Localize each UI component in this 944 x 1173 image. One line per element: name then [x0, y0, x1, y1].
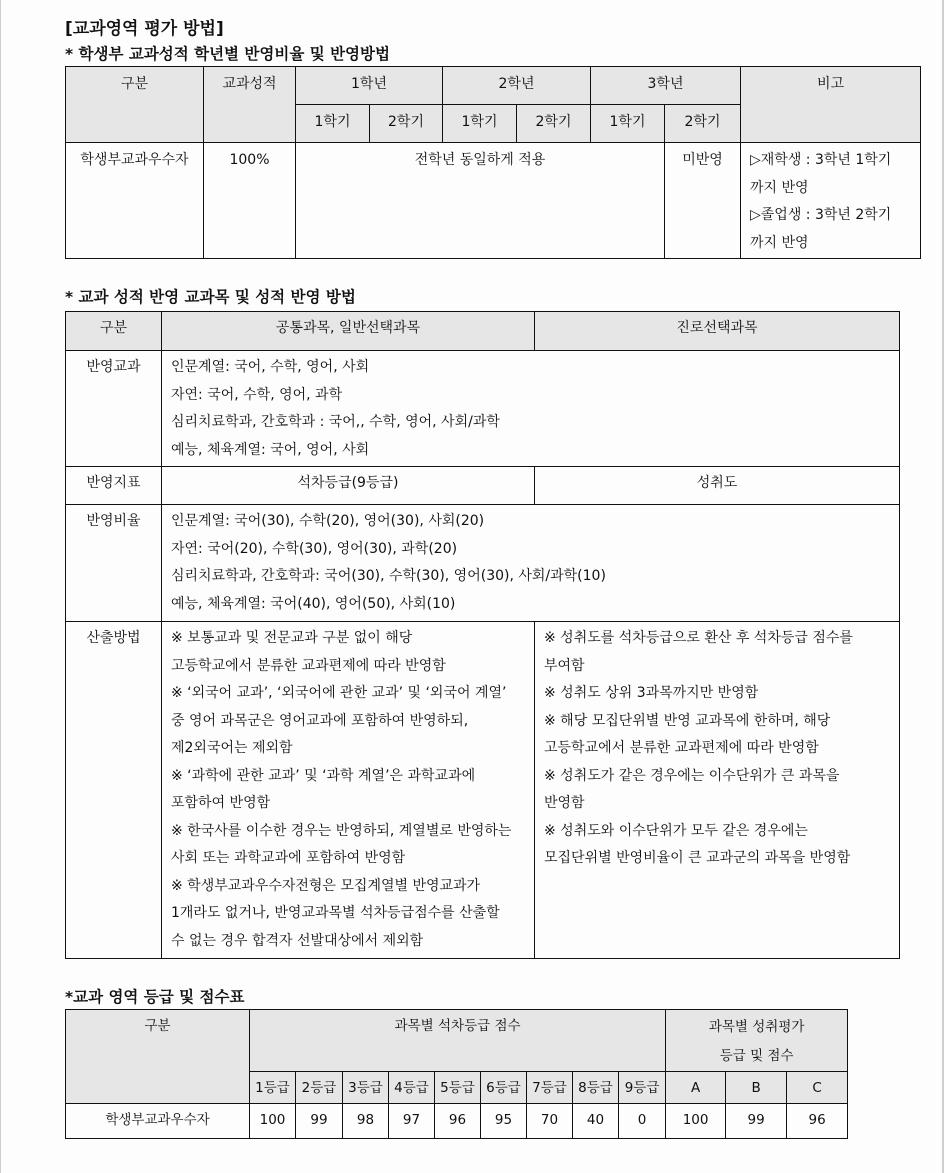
rank-score: 98: [343, 1103, 389, 1138]
method-line: ※ 성취도 상위 3과목까지만 반영함: [544, 685, 759, 701]
header-rank: 8등급: [573, 1072, 619, 1104]
section3-title: *교과 영역 등급 및 점수표: [65, 988, 245, 1006]
grade-score-table: [65, 1009, 848, 1139]
row-label-ratio: 반영비율: [66, 505, 162, 622]
rank-score: 100: [250, 1103, 296, 1138]
method-line: 제2외국어는 제외함: [171, 740, 293, 756]
achievement-header-line: 등급 및 점수: [719, 1048, 794, 1064]
subjects-line: 예능, 체육계열: 국어, 영어, 사회: [171, 441, 370, 458]
header-semester: 1학기: [591, 105, 665, 143]
subject-method-table: [65, 311, 900, 959]
header-achievement: C: [787, 1072, 848, 1104]
method-common: [162, 622, 535, 959]
section2-title: * 교과 성적 반영 교과목 및 성적 반영 방법: [65, 288, 356, 306]
header-rank-group: 과목별 석차등급 점수: [250, 1010, 666, 1072]
header-rank: 3등급: [343, 1072, 389, 1104]
method-line: 모집단위별 반영비율이 큰 교과군의 과목을 반영함: [544, 850, 851, 866]
header-rank: 6등급: [481, 1072, 527, 1104]
subjects-line: 인문계열: 국어, 수학, 영어, 사회: [171, 359, 370, 375]
method-line: 포함하여 반영함: [171, 795, 271, 811]
method-career: [535, 622, 900, 959]
section1-title: * 학생부 교과성적 학년별 반영비율 및 반영방법: [65, 45, 390, 63]
method-line: ※ 보통교과 및 전문교과 구분 없이 해당: [171, 630, 413, 646]
header-category: 구분: [66, 312, 162, 351]
row-last-semester: 미반영: [665, 143, 741, 259]
header-achievement: A: [666, 1072, 726, 1104]
subjects-content: [162, 351, 900, 467]
achievement-score: 100: [666, 1103, 726, 1138]
ratio-line: 예능, 체육계열: 국어(40), 영어(50), 사회(10): [171, 595, 456, 612]
header-year-2: 2학년: [443, 67, 591, 105]
method-line: ※ 성취도가 같은 경우에는 이수단위가 큰 과목을: [544, 767, 840, 784]
header-rank: 4등급: [389, 1072, 435, 1104]
method-line: 중 영어 과목군은 영어교과에 포함하여 반영하되,: [171, 712, 469, 729]
header-achievement: B: [726, 1072, 787, 1104]
header-category: 구분: [66, 1010, 250, 1104]
header-career-subjects: 진로선택과목: [535, 312, 900, 351]
method-line: 반영함: [544, 795, 585, 811]
header-grade-score: 교과성적: [204, 67, 296, 143]
method-line: ※ ‘과학에 관한 교과’ 및 ‘과학 계열’은 과학교과에: [171, 767, 476, 784]
method-line: 사회 또는 과학교과에 포함하여 반영함: [171, 850, 406, 866]
header-semester: 2학기: [370, 105, 443, 143]
rank-score: 70: [527, 1103, 573, 1138]
rank-score: 97: [389, 1103, 435, 1138]
header-semester: 1학기: [443, 105, 517, 143]
header-achievement-group: [666, 1010, 848, 1072]
header-semester: 1학기: [296, 105, 370, 143]
rank-score: 95: [481, 1103, 527, 1138]
header-rank: 1등급: [250, 1072, 296, 1104]
note-line: 까지 반영: [750, 234, 809, 251]
page-title: [교과영역 평가 방법]: [65, 19, 224, 39]
header-category: 구분: [66, 67, 204, 143]
method-line: 고등학교에서 분류한 교과편제에 따라 반영함: [544, 740, 819, 756]
subjects-line: 자연: 국어, 수학, 영어, 과학: [171, 386, 343, 403]
document-page: [65, 18, 920, 1139]
note-line: ▷졸업생 : 3학년 2학기: [750, 207, 892, 223]
achievement-header-line: 과목별 성취평가: [708, 1019, 805, 1035]
row-label-method: 산출방법: [66, 622, 162, 959]
row-category: 학생부교과우수자: [66, 143, 204, 259]
row-all-years: 전학년 동일하게 적용: [296, 143, 665, 259]
header-semester: 2학기: [517, 105, 591, 143]
note-line: ▷재학생 : 3학년 1학기: [750, 152, 892, 168]
header-common-subjects: 공통과목, 일반선택과목: [162, 312, 535, 351]
row-category: 학생부교과우수자: [66, 1103, 250, 1138]
note-line: 까지 반영: [750, 179, 809, 196]
header-year-3: 3학년: [591, 67, 741, 105]
row-label-subjects: 반영교과: [66, 351, 162, 467]
header-year-1: 1학년: [296, 67, 443, 105]
subjects-line: 심리치료학과, 간호학과 : 국어,, 수학, 영어, 사회/과학: [171, 414, 500, 430]
row-note: [741, 143, 921, 259]
indicator-career: 성취도: [535, 467, 900, 505]
rank-score: 0: [619, 1103, 666, 1138]
row-label-indicator: 반영지표: [66, 467, 162, 505]
grade-year-ratio-table: [65, 66, 921, 259]
method-line: ※ 해당 모집단위별 반영 교과목에 한하며, 해당: [544, 712, 831, 729]
method-line: ※ 학생부교과우수자전형은 모집계열별 반영교과가: [171, 877, 481, 894]
method-line: 부여함: [544, 657, 585, 674]
ratio-line: 인문계열: 국어(30), 수학(20), 영어(30), 사회(20): [171, 513, 485, 529]
method-line: ※ 성취도를 석차등급으로 환산 후 석차등급 점수를: [544, 630, 853, 646]
indicator-common: 석차등급(9등급): [162, 467, 535, 505]
row-grade-score: 100%: [204, 143, 296, 259]
header-semester: 2학기: [665, 105, 741, 143]
header-rank: 9등급: [619, 1072, 666, 1104]
achievement-score: 96: [787, 1103, 848, 1138]
header-rank: 2등급: [296, 1072, 343, 1104]
ratio-line: 심리치료학과, 간호학과: 국어(30), 수학(30), 영어(30), 사회/과학(10): [171, 568, 606, 584]
method-line: 고등학교에서 분류한 교과편제에 따라 반영함: [171, 657, 446, 674]
method-line: ※ 한국사를 이수한 경우는 반영하되, 계열별로 반영하는: [171, 822, 512, 839]
rank-score: 40: [573, 1103, 619, 1138]
header-rank: 7등급: [527, 1072, 573, 1104]
method-line: 1개라도 없거나, 반영교과목별 석차등급점수를 산출할: [171, 905, 500, 921]
rank-score: 99: [296, 1103, 343, 1138]
method-line: ※ 성취도와 이수단위가 모두 같은 경우에는: [544, 822, 808, 839]
ratio-line: 자연: 국어(20), 수학(30), 영어(30), 과학(20): [171, 540, 458, 557]
header-rank: 5등급: [435, 1072, 481, 1104]
method-line: 수 없는 경우 합격자 선발대상에서 제외함: [171, 932, 424, 949]
header-note: 비고: [741, 67, 921, 143]
achievement-score: 99: [726, 1103, 787, 1138]
method-line: ※ ‘외국어 교과’, ‘외국어에 관한 교과’ 및 ‘외국어 계열’: [171, 685, 507, 701]
ratio-content: [162, 505, 900, 622]
rank-score: 96: [435, 1103, 481, 1138]
